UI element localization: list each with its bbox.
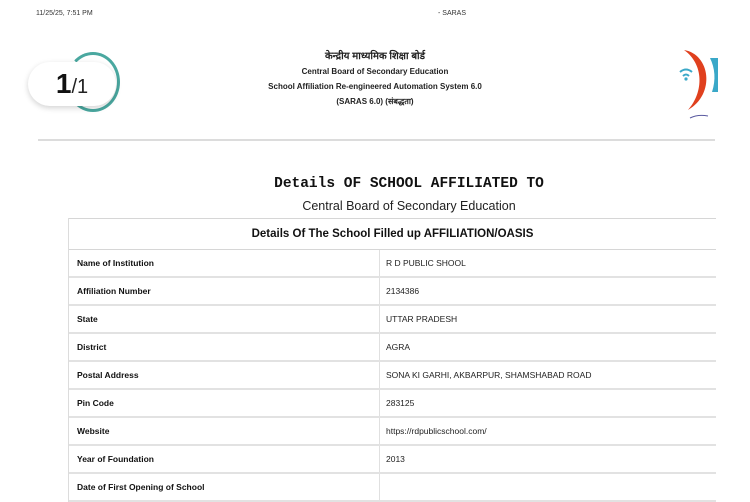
header-divider (38, 139, 715, 141)
row-label: District (77, 342, 107, 352)
row-value (379, 474, 716, 500)
org-name: Central Board of Secondary Education (301, 67, 449, 76)
system-short-name: (SARAS 6.0) (संबद्धता) (336, 97, 414, 106)
row-label: Website (77, 426, 110, 436)
row-value: 283125 (379, 390, 716, 416)
row-label: Affiliation Number (77, 286, 151, 296)
row-label: Pin Code (77, 398, 114, 408)
row-label: Date of First Opening of School (77, 482, 205, 492)
school-details-table (68, 218, 716, 502)
saras-logo-icon (670, 42, 718, 122)
org-name-hindi: केन्द्रीय माध्यमिक शिक्षा बोर्ड (325, 51, 425, 62)
table-row (69, 474, 716, 502)
current-page: 1 (55, 68, 72, 99)
row-label: Name of Institution (77, 258, 154, 268)
document-subtitle: Central Board of Secondary Education (302, 199, 516, 213)
table-row (69, 334, 716, 362)
document-title: Details OF SCHOOL AFFILIATED TO (274, 176, 544, 192)
page-counter (28, 62, 116, 106)
row-value: SONA KI GARHI, AKBARPUR, SHAMSHABAD ROAD (379, 362, 716, 388)
table-row (69, 250, 716, 278)
table-row (69, 390, 716, 418)
document-header (240, 50, 510, 109)
system-name: School Affiliation Re-engineered Automation System 6.0 (268, 82, 482, 91)
print-title: - SARAS (438, 10, 467, 17)
table-row (69, 446, 716, 474)
row-value: 2134386 (379, 278, 716, 304)
row-value: UTTAR PRADESH (379, 306, 716, 332)
table-row (69, 362, 716, 390)
page-indicator (28, 52, 120, 112)
print-timestamp: 11/25/25, 7:51 PM (36, 10, 93, 17)
row-label: State (77, 314, 98, 324)
table-row (69, 278, 716, 306)
table-heading: Details Of The School Filled up AFFILIATION/OASIS (69, 218, 716, 250)
row-value: AGRA (379, 334, 716, 360)
table-row (69, 418, 716, 446)
row-value: 2013 (379, 446, 716, 472)
row-value: R D PUBLIC SHOOL (379, 250, 716, 276)
table-row (69, 306, 716, 334)
row-label: Year of Foundation (77, 454, 154, 464)
row-label: Postal Address (77, 370, 139, 380)
total-pages: /1 (71, 75, 89, 98)
website-link[interactable]: https://rdpublicschool.com/ (379, 418, 716, 444)
print-header (0, 0, 750, 22)
